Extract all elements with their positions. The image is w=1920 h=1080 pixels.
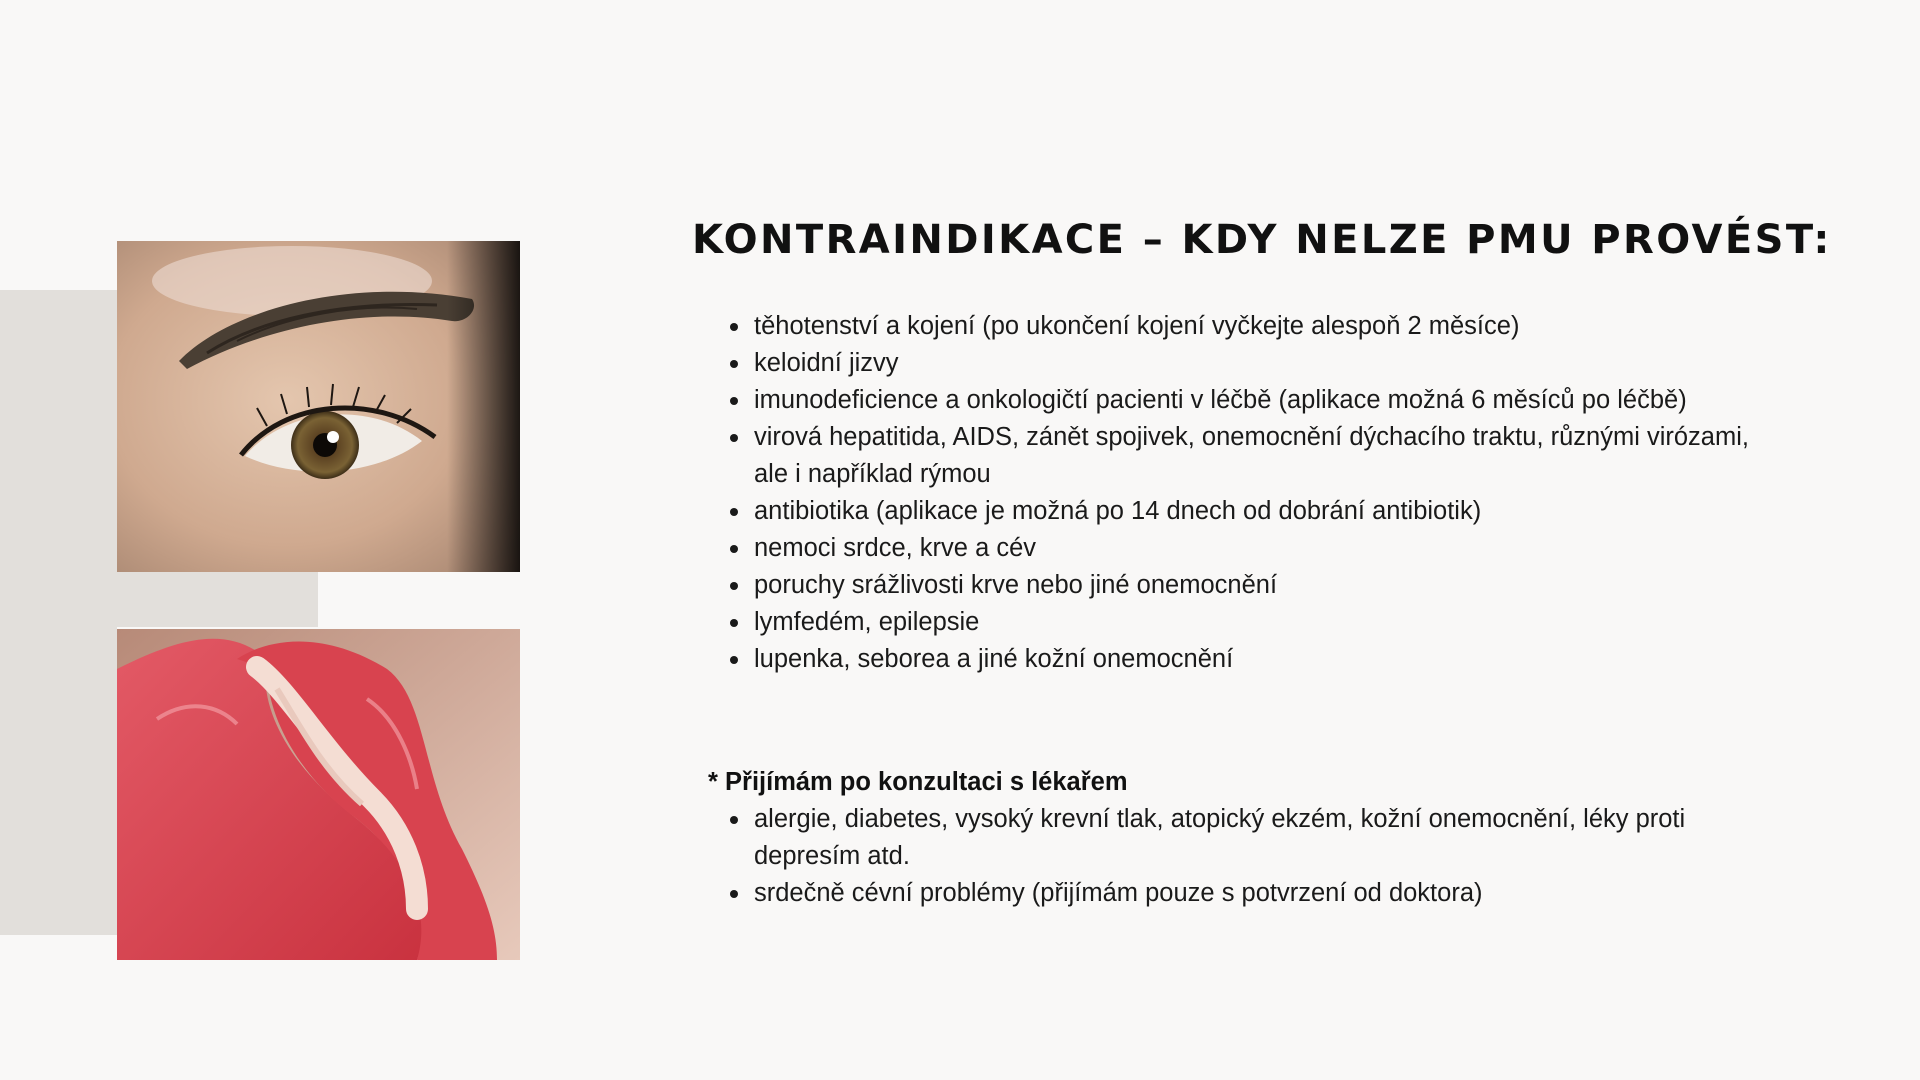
list-item: těhotenství a kojení (po ukončení kojení vyčkejte alespoň 2 měsíce) — [754, 308, 1754, 345]
contraindications-section — [692, 212, 1832, 912]
list-item: poruchy srážlivosti krve nebo jiné onemocnění — [754, 567, 1754, 604]
list-item: nemoci srdce, krve a cév — [754, 530, 1754, 567]
contraindications-list — [692, 308, 1754, 678]
consultation-list — [692, 801, 1754, 912]
eyebrow-photo — [117, 241, 520, 572]
list-item: keloidní jizvy — [754, 345, 1754, 382]
list-item: lupenka, seborea a jiné kožní onemocnění — [754, 641, 1754, 678]
list-item: imunodeficience a onkologičtí pacienti v léčbě (aplikace možná 6 měsíců po léčbě) — [754, 382, 1754, 419]
list-item: antibiotika (aplikace je možná po 14 dnech od dobrání antibiotik) — [754, 493, 1754, 530]
list-item: alergie, diabetes, vysoký krevní tlak, atopický ekzém, kožní onemocnění, léky proti depresím atd. — [754, 801, 1754, 875]
lips-photo — [117, 629, 520, 960]
consultation-note: * Přijímám po konzultaci s lékařem — [708, 768, 1128, 796]
page-title: KONTRAINDIKACE – KDY NELZE PMU PROVÉST: — [692, 217, 1832, 263]
list-item: virová hepatitida, AIDS, zánět spojivek, onemocnění dýchacího traktu, různými virózami, ale i například rýmou — [754, 419, 1754, 493]
list-item: lymfedém, epilepsie — [754, 604, 1754, 641]
list-item: srdečně cévní problémy (přijímám pouze s potvrzení od doktora) — [754, 875, 1754, 912]
